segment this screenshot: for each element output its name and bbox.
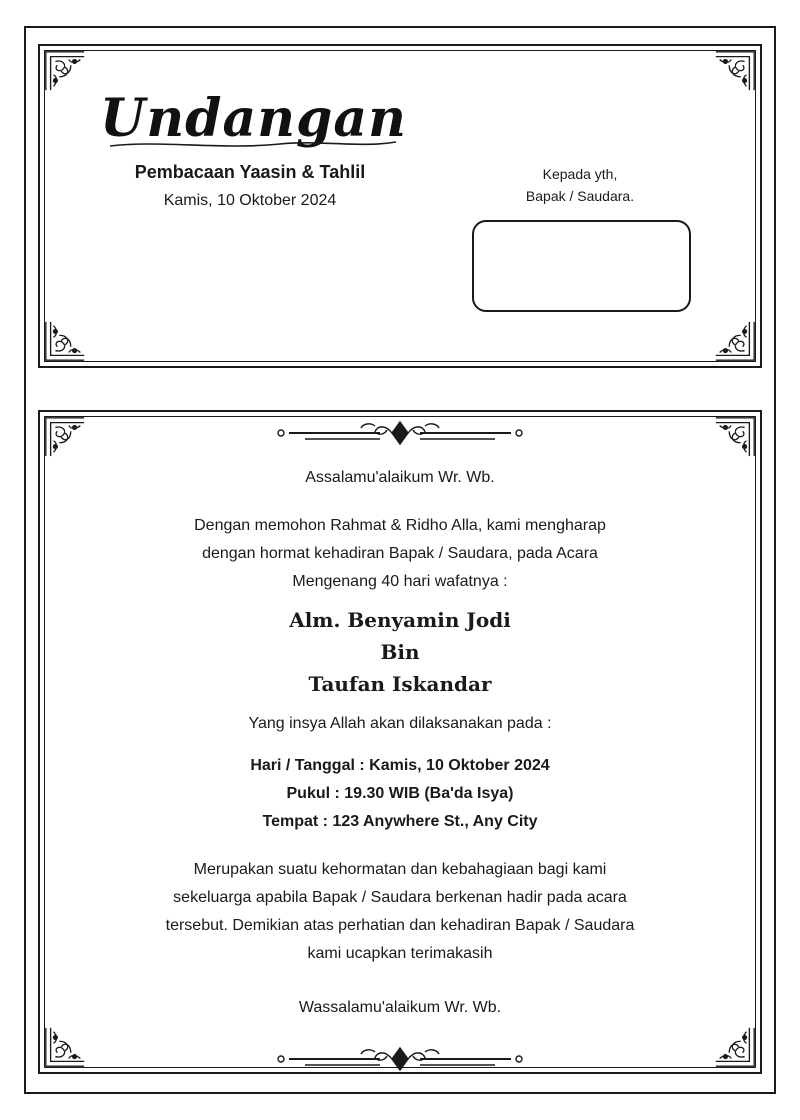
- intro-line: Dengan memohon Rahmat & Ridho Alla, kami mengharap: [194, 517, 606, 534]
- deceased-name-line: Alm. Benyamin Jodi: [289, 608, 511, 632]
- floral-corner-icon: [712, 414, 758, 460]
- event-subtitle: Pembacaan Yaasin & Tahlil: [134, 162, 366, 182]
- ornamental-divider-icon: [275, 1046, 525, 1072]
- floral-corner-icon: [42, 318, 88, 364]
- floral-corner-icon: [712, 318, 758, 364]
- schedule-intro: [110, 710, 690, 738]
- title-underline-flourish-icon: [100, 138, 400, 152]
- intro-line: dengan hormat kehadiran Bapak / Saudara, pada Acara: [202, 545, 598, 562]
- schedule-intro-text: Yang insya Allah akan dilaksanakan pada :: [248, 715, 552, 732]
- intro-paragraph: [110, 512, 690, 596]
- address-box[interactable]: [472, 220, 691, 312]
- farewell-text: Wassalamu'alaikum Wr. Wb.: [298, 999, 502, 1016]
- closing-line: Merupakan suatu kehormatan dan kebahagiaan bagi kami: [193, 861, 607, 878]
- event-details: [110, 752, 690, 836]
- closing-line: kami ucapkan terimakasih: [307, 945, 493, 962]
- greeting: [110, 464, 690, 492]
- closing-line: tersebut. Demikian atas perhatian dan kehadiran Bapak / Saudara: [165, 917, 635, 934]
- letter-frame: [38, 410, 762, 1074]
- event-detail-line: Hari / Tanggal : Kamis, 10 Oktober 2024: [250, 757, 550, 774]
- deceased-name-line: Bin: [380, 640, 420, 664]
- ornamental-divider-icon: [275, 420, 525, 446]
- deceased-name-line: Taufan Iskandar: [308, 672, 492, 696]
- floral-corner-icon: [712, 1024, 758, 1070]
- floral-corner-icon: [712, 48, 758, 94]
- floral-corner-icon: [42, 1024, 88, 1070]
- closing-line: sekeluarga apabila Bapak / Saudara berkenan hadir pada acara: [173, 889, 627, 906]
- recipient-line: Kepada yth,: [542, 166, 618, 182]
- intro-line: Mengenang 40 hari wafatnya :: [292, 573, 508, 590]
- deceased-name: [110, 604, 690, 700]
- invitation-title: Undangan: [100, 88, 407, 149]
- farewell: [110, 994, 690, 1022]
- event-detail-line: Tempat : 123 Anywhere St., Any City: [262, 813, 538, 830]
- recipient-label: [480, 163, 680, 207]
- event-date: Kamis, 10 Oktober 2024: [163, 192, 337, 209]
- event-detail-line: Pukul : 19.30 WIB (Ba'da Isya): [286, 785, 514, 802]
- greeting-text: Assalamu'alaikum Wr. Wb.: [305, 469, 495, 486]
- closing-paragraph: [110, 856, 690, 968]
- recipient-line: Bapak / Saudara.: [525, 188, 635, 204]
- floral-corner-icon: [42, 414, 88, 460]
- floral-corner-icon: [42, 48, 88, 94]
